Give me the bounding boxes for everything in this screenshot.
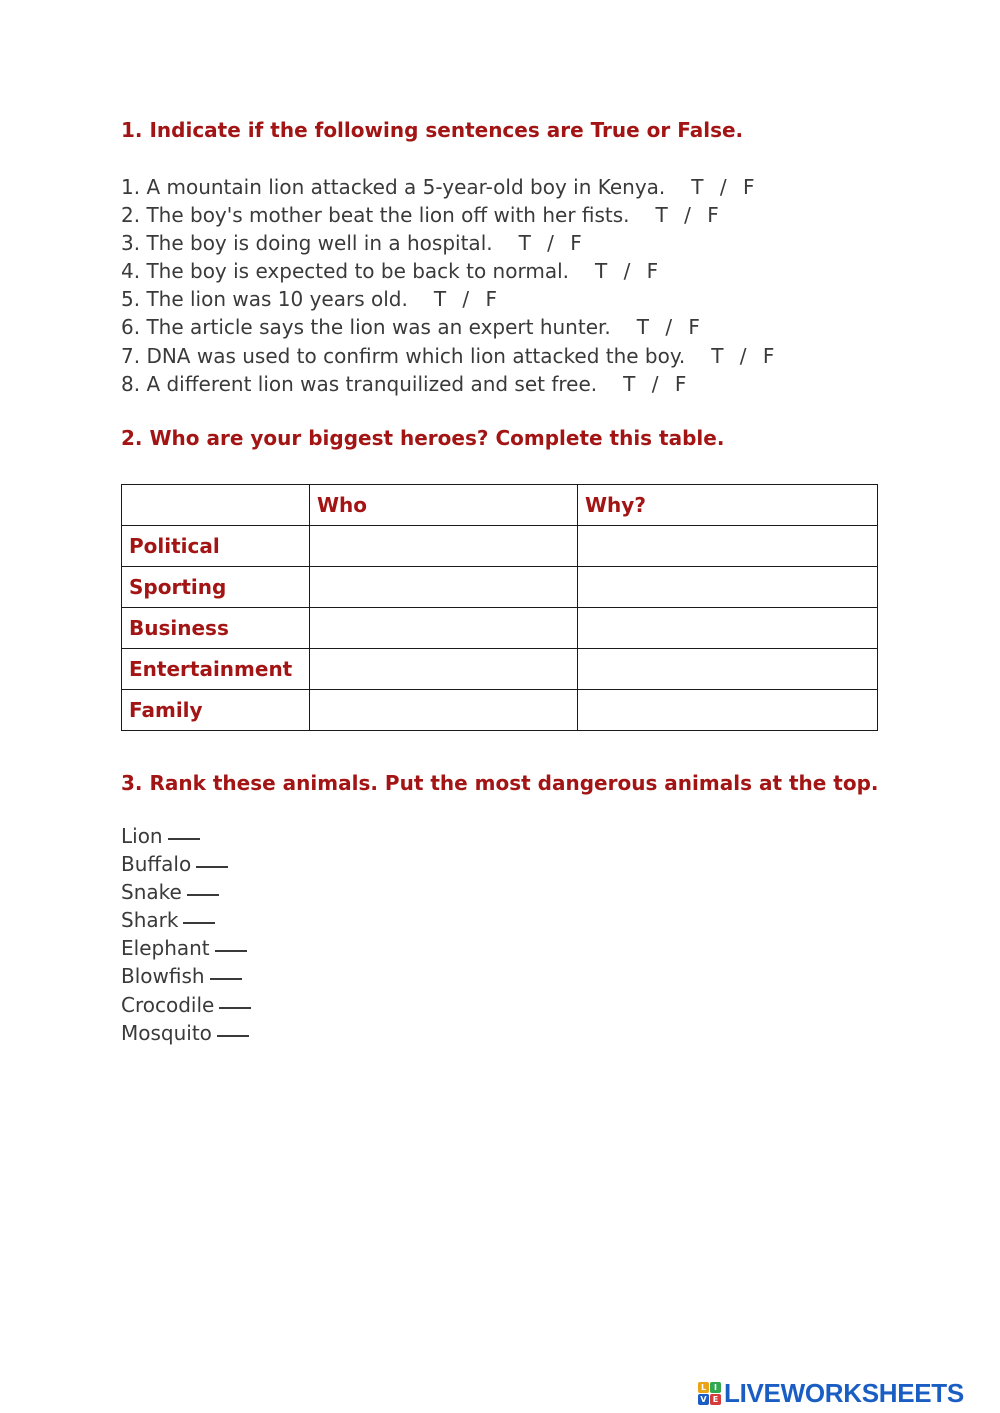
table-row: [122, 690, 878, 731]
list-item: [121, 906, 251, 934]
true-false-options[interactable]: T / F: [518, 231, 582, 256]
animal-name: Lion: [121, 824, 163, 848]
row-label: Political: [122, 526, 310, 567]
header-cell-blank: [122, 485, 310, 526]
statement-text: 6. The article says the lion was an expert hunter.: [121, 315, 611, 340]
list-item: [121, 173, 774, 201]
rank-blank[interactable]: [196, 866, 228, 868]
list-item: [121, 962, 251, 990]
list-item: [121, 370, 774, 398]
section-1-heading: 1. Indicate if the following sentences are True or False.: [121, 118, 744, 142]
section-2-heading: 2. Who are your biggest heroes? Complete this table.: [121, 426, 725, 450]
animal-name: Blowfish: [121, 964, 205, 989]
why-input-cell[interactable]: [578, 526, 878, 567]
header-cell-who: Who: [310, 485, 578, 526]
statement-text: 2. The boy's mother beat the lion off with her fists.: [121, 203, 630, 228]
animal-name: Elephant: [121, 936, 210, 961]
list-item: [121, 313, 774, 341]
true-false-list: [121, 173, 774, 398]
animal-rank-list: [121, 822, 251, 1047]
logo-mark-icon: [698, 1382, 721, 1405]
animal-name: Crocodile: [121, 992, 215, 1017]
section-3-heading: 3. Rank these animals. Put the most dangerous animals at the top.: [121, 771, 879, 795]
why-input-cell[interactable]: [578, 690, 878, 731]
logo-tile: I: [710, 1382, 721, 1393]
row-label: Entertainment: [122, 649, 310, 690]
animal-name: Buffalo: [121, 852, 192, 877]
heroes-table: [121, 484, 878, 731]
list-item: [121, 1019, 251, 1047]
rank-blank[interactable]: [217, 1035, 249, 1037]
animal-name: Snake: [121, 880, 182, 905]
rank-blank[interactable]: [183, 922, 215, 924]
list-item: [121, 878, 251, 906]
table-row: [122, 526, 878, 567]
true-false-options[interactable]: T / F: [655, 203, 719, 228]
true-false-options[interactable]: T / F: [433, 287, 498, 312]
who-input-cell[interactable]: [310, 608, 578, 649]
statement-text: 1. A mountain lion attacked a 5-year-old boy in Kenya.: [121, 175, 666, 199]
who-input-cell[interactable]: [310, 567, 578, 608]
list-item: [121, 201, 774, 229]
table-header-row: [122, 485, 878, 526]
logo-tile: L: [698, 1382, 709, 1393]
true-false-options[interactable]: T / F: [595, 259, 659, 284]
rank-blank[interactable]: [210, 978, 242, 980]
animal-name: Shark: [121, 908, 179, 933]
liveworksheets-logo: [698, 1378, 964, 1408]
header-cell-why: Why?: [578, 485, 878, 526]
rank-blank[interactable]: [168, 838, 200, 840]
rank-blank[interactable]: [187, 894, 219, 896]
why-input-cell[interactable]: [578, 649, 878, 690]
who-input-cell[interactable]: [310, 649, 578, 690]
list-item: [121, 991, 251, 1019]
rank-blank[interactable]: [219, 1007, 251, 1009]
statement-text: 5. The lion was 10 years old.: [121, 287, 408, 312]
animal-name: Mosquito: [121, 1020, 212, 1045]
true-false-options[interactable]: T / F: [636, 315, 700, 340]
table-row: [122, 608, 878, 649]
table-row: [122, 567, 878, 608]
logo-tile: V: [698, 1394, 709, 1405]
statement-text: 8. A different lion was tranquilized and set free.: [121, 371, 598, 396]
row-label: Sporting: [122, 567, 310, 608]
statement-text: 4. The boy is expected to be back to normal.: [121, 259, 569, 284]
rank-blank[interactable]: [215, 950, 247, 952]
why-input-cell[interactable]: [578, 567, 878, 608]
true-false-options[interactable]: T / F: [711, 343, 775, 368]
row-label: Business: [122, 608, 310, 649]
why-input-cell[interactable]: [578, 608, 878, 649]
list-item: [121, 342, 774, 370]
who-input-cell[interactable]: [310, 526, 578, 567]
row-label: Family: [122, 690, 310, 731]
list-item: [121, 934, 251, 962]
statement-text: 7. DNA was used to confirm which lion attacked the boy.: [121, 343, 686, 368]
who-input-cell[interactable]: [310, 690, 578, 731]
list-item: [121, 257, 774, 285]
true-false-options[interactable]: T / F: [623, 371, 687, 396]
list-item: [121, 285, 774, 313]
table-row: [122, 649, 878, 690]
statement-text: 3. The boy is doing well in a hospital.: [121, 231, 493, 256]
logo-text: LIVEWORKSHEETS: [724, 1377, 964, 1408]
true-false-options[interactable]: T / F: [691, 175, 755, 199]
list-item: [121, 850, 251, 878]
logo-tile: E: [710, 1394, 721, 1405]
list-item: [121, 229, 774, 257]
list-item: [121, 822, 251, 850]
